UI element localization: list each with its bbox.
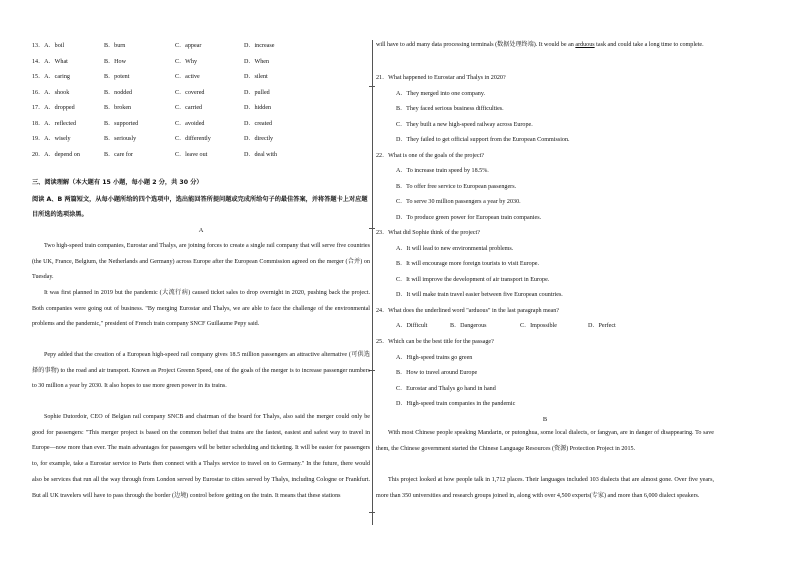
question-24: 24．What does the underlined word "arduous" in the last paragraph mean? (376, 307, 559, 314)
underlined-word: arduous (575, 42, 595, 48)
option: C．They built a new high-speed railway across Europe. (396, 121, 533, 128)
option: A．High-speed trains go green (396, 354, 473, 361)
option: C．To serve 30 million passengers a year by 2030. (396, 199, 521, 205)
question-21: 21．What happened to Eurostar and Thalys in 2020? (376, 75, 506, 81)
option: D．It will make train travel easier between five European countries. (396, 292, 563, 298)
option: A．Difficult (396, 323, 428, 329)
divider-tick (369, 86, 375, 87)
passage-b-paragraph: With most Chinese people speaking Mandarin, or putonghua, some local dialects, or fangyan, are in danger of disappearing. To save them, the Chinese government started the Chinese Language Resources (资源) Protection Project in 2015. (376, 430, 714, 452)
passage-a-continuation: will have to add many data processing terminals (数据处理终端). It would be an arduous task and could take a long time to complete. (376, 42, 704, 48)
option: B．They faced serious business difficulties. (396, 106, 504, 112)
option: D．Perfect (588, 323, 616, 329)
section-instructions: 阅读 A、B 两篇短文，从每小题所给的四个选项中，选出能回答所提问题或完成所给句子的最佳答案，并将答题卡上对应题目所选的选项涂黑。 (32, 196, 368, 218)
option: B．To offer free service to European passengers. (396, 183, 517, 190)
divider-tick (369, 512, 375, 513)
option: C．It will improve the development of air transport in Europe. (396, 276, 550, 283)
passage-b-paragraph: This project looked at how people talk in 1,712 places. Their languages included 103 dialects that are almost gone. Over five years, more than 350 universities and research groups joined in, along with over 4,500 experts(专家) and more than 6,000 dialect speakers. (376, 477, 714, 499)
column-divider (372, 40, 373, 525)
option: A．It will lead to new environmental problems. (396, 245, 514, 252)
option: C．Eurostar and Thalys go hand in hand (396, 385, 496, 392)
option: A．To increase train speed by 18.5%. (396, 168, 489, 174)
exam-page: 13．A．boil B．burn C．appear D．increase 14．A．What B．How C．Why D．When 15．A．caring B．potent C．active D．silent 16．A．shook B．nodded C．covered D．pulled 17．A．dropped B．broken C．carried D．hidden 18．A．reflected B．supported C．avoided D．created 19．A．wisely B．seriously C．differently D．directly 20．A．depend on B．care for C．leave out D．deal with 三、阅读理解（本大题有 15 小题，每小题 2 分，共 30 分） 阅读 A、B 两篇短文，从每小题所给的四个选项中，选出能回答所提问题或完成所给句子的最佳答案，并将答题卡上对应题目所选的选项涂黑。 A Two high-speed train companies, Eurostar and Thalys, are joining forces to create a single rail company that will serve five countries (the UK, France, Belgium, the Netherlands and Germany) across Europe after the European Commission agreed on the merger (合并) on Tuesday. It was first planned in 2019 but the pandemic (大流行病) caused ticket sales to drop overnight in 2020, pushing back the project. Both companies were going out of business. "By merging Eurostar and Thalys, we are able to face the challenge of the environmental problems and the pandemic," president of French train company SNCF Guillaume Pepy said. Pepy added that the creation of a European high-speed rail company gives 18.5 million passengers an attractive alternative (可供选择的事物) to the road and air transport. Known as Project Greenn Speed, one of the goals of the merger is to increase passenger numbers to 30 million a year by 2030. It also hopes to use more green power in its trains. Sophie Dutordoir, CEO of Belgian rail company SNCB and chairman of the board for Thalys, also said the merger could only be good for passengers: "This merger project is based on the common belief that trains are the fastest, easiest and safest way to travel in Europe—now more than ever. The main advantages for passengers will be better scheduling and ticketing. It will be easier for passengers to, for example, take a Eurostar service to Paris then connect with a Thalys service to travel on to Germany." In the future, there would also be services that run all the way through from London served by Eurostar to cities served by Thalys, including Cologne or Frankfurt. But all UK travelers will have to pass through the border (边境) control before getting on the train. It means that these stations will have to add many data processing terminals (数据处理终端). It would be an arduous task and could take a long time to complete. 21．What happened to Eurostar and Thalys in 2020? A．They merged into one company. B．They faced serious business difficulties. C．They built a new high-speed railway across Europe. D．They failed to get official support from the European Commission. 22．What is one of the goals of the project? A．To increase train speed by 18.5%. B．To offer free service to European passengers. C．To serve 30 million passengers a year by 2030. D．To produce green power for European train companies. 23．What did Sophie think of the project? A．It will lead to new environmental problems. B．It will encourage more foreign tourists to visit Europe. C．It will improve the development of air transport in Europe. D．It will make train travel easier between five European countries. 24．What does the underlined word "arduous" in the last paragraph mean? A．Difficult B．Dangerous C．Impossible D．Perfect 25．Which can be the best title for the passage? A．High-speed trains go green B．How to travel around Europe C．Eurostar and Thalys go hand in hand D．High-speed train companies in the pandemic B With most Chinese people speaking Mandarin, or putonghua, some local dialects, or fangyan, are in danger of disappearing. To save them, the Chinese government started the Chinese Language Resources (资源) Protection Project in 2015. This project looked at how people talk in 1,712 places. Their languages included 103 dialects that are almost gone. Over five years, more than 350 universities and research groups joined in, along with over 4,500 experts(专家) and more than 6,000 dialect speakers. (0, 0, 794, 562)
option: C．Impossible (520, 323, 557, 329)
passage-a-paragraph: Sophie Dutordoir, CEO of Belgian rail company SNCB and chairman of the board for Thalys, also said the merger could only be good for passengers: "This merger project is based on the common belief that trains are the fastest, easiest and safest way to travel in Europe—now more than ever. The main advantages for passengers will be better scheduling and ticketing. It will be easier for passengers to, for example, take a Eurostar service to Paris then connect with a Thalys service to travel on to Germany." In the future, there would also be services that run all the way through from London served by Eurostar to cities served by Thalys, including Cologne or Frankfurt. But all UK travelers will have to pass through the border (边境) control before getting on the train. It means that these stations (32, 414, 370, 499)
section-title: 三、阅读理解（本大题有 15 小题，每小题 2 分，共 30 分） (32, 179, 203, 186)
passage-b-label: B (542, 416, 548, 423)
option: B．How to travel around Europe (396, 370, 478, 376)
option: B．It will encourage more foreign tourists to visit Europe. (396, 261, 540, 267)
passage-a-paragraph: It was first planned in 2019 but the pandemic (大流行病) caused ticket sales to drop overnight in 2020, pushing back the project. Both companies were going out of business. "By merging Eurostar and Thalys, we are able to face the challenge of the environmental problems and the pandemic," president of French train company SNCF Guillaume Pepy said. (32, 290, 370, 328)
option: A．They merged into one company. (396, 90, 486, 97)
question-25: 25．Which can be the best title for the passage? (376, 339, 494, 345)
option: D．They failed to get official support from the European Commission. (396, 137, 570, 143)
option: B．Dangerous (450, 323, 487, 329)
option: D．To produce green power for European train companies. (396, 214, 542, 221)
question-22: 22．What is one of the goals of the project? (376, 152, 484, 159)
passage-a-paragraph: Pepy added that the creation of a European high-speed rail company gives 18.5 million passengers an attractive alternative (可供选择的事物) to the road and air transport. Known as Project Greenn Speed, one of the goals of the merger is to increase passenger numbers to 30 million a year by 2030. It also hopes to use more green power in its trains. (32, 352, 370, 390)
passage-a-label: A (198, 227, 204, 234)
option: D．High-speed train companies in the pandemic (396, 401, 516, 407)
passage-a-paragraph: Two high-speed train companies, Eurostar and Thalys, are joining forces to create a single rail company that will serve five countries (the UK, France, Belgium, the Netherlands and Germany) across Europe after the European Commission agreed on the merger (合并) on Tuesday. (32, 243, 370, 281)
question-23: 23．What did Sophie think of the project? (376, 230, 480, 236)
